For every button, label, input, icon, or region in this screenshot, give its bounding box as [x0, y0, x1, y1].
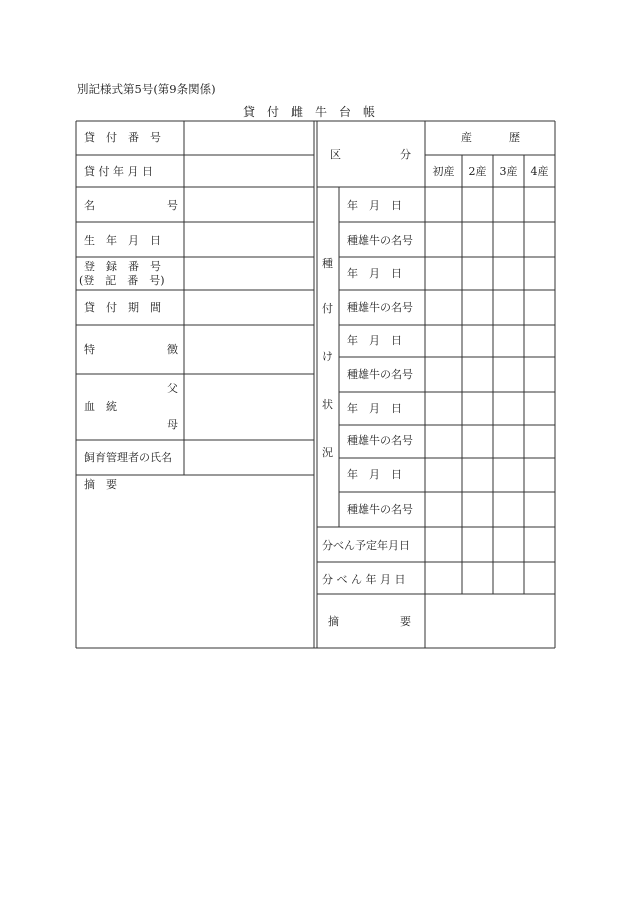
- label-bull-name-1: 種雄牛の名号: [347, 234, 413, 247]
- form-caption: 別記様式第5号(第9条関係): [77, 82, 216, 96]
- label-first-birth: 初産: [432, 165, 455, 178]
- label-date-1: 年 月 日: [347, 199, 402, 212]
- label-registration-number: 登 録 番 号: [84, 260, 161, 273]
- label-name-number: 号: [167, 199, 178, 212]
- label-birth-history-2: 歴: [509, 131, 520, 144]
- label-kubun: 区: [330, 148, 341, 161]
- label-loan-period: 貸 付 期 間: [84, 301, 161, 314]
- label-calving-date: 分 べ ん 年 月 日: [322, 573, 406, 586]
- label-mating-status-2: 付: [322, 302, 333, 315]
- label-date-4: 年 月 日: [347, 402, 402, 415]
- label-birth-history: 産: [461, 131, 472, 144]
- label-father: 父: [167, 382, 178, 395]
- form-title: 貸付雌牛台帳: [242, 105, 387, 119]
- label-planned-calving-date: 分べん予定年月日: [322, 539, 410, 552]
- label-kubun-2: 分: [400, 148, 411, 161]
- label-third-birth: 3産: [499, 165, 518, 178]
- label-date-5: 年 月 日: [347, 468, 402, 481]
- label-pedigree: 血 統: [84, 400, 117, 413]
- label-birth-date: 生 年 月 日: [84, 234, 161, 247]
- label-keeper-name: 飼育管理者の氏名: [84, 451, 172, 464]
- label-features-2: 徴: [167, 343, 178, 356]
- label-remarks-right: 摘: [328, 615, 339, 628]
- label-mating-status-4: 状: [322, 398, 333, 411]
- label-mating-status-3: け: [322, 350, 333, 363]
- label-mother: 母: [167, 418, 178, 431]
- label-mating-status-1: 種: [322, 257, 333, 270]
- label-record-number: (登 記 番 号): [79, 274, 165, 287]
- label-fourth-birth: 4産: [530, 165, 549, 178]
- label-name: 名: [84, 199, 95, 212]
- label-bull-name-3: 種雄牛の名号: [347, 368, 413, 381]
- label-bull-name-5: 種雄牛の名号: [347, 503, 413, 516]
- label-date-3: 年 月 日: [347, 334, 402, 347]
- label-second-birth: 2産: [468, 165, 487, 178]
- label-loan-number: 貸 付 番 号: [84, 131, 161, 144]
- label-loan-date: 貸 付 年 月 日: [84, 165, 153, 178]
- label-mating-status-5: 況: [322, 446, 333, 459]
- label-bull-name-2: 種雄牛の名号: [347, 301, 413, 314]
- label-remarks-left: 摘 要: [84, 478, 117, 491]
- label-remarks-right-2: 要: [400, 615, 411, 628]
- label-features: 特: [84, 343, 95, 356]
- label-date-2: 年 月 日: [347, 267, 402, 280]
- label-bull-name-4: 種雄牛の名号: [347, 434, 413, 447]
